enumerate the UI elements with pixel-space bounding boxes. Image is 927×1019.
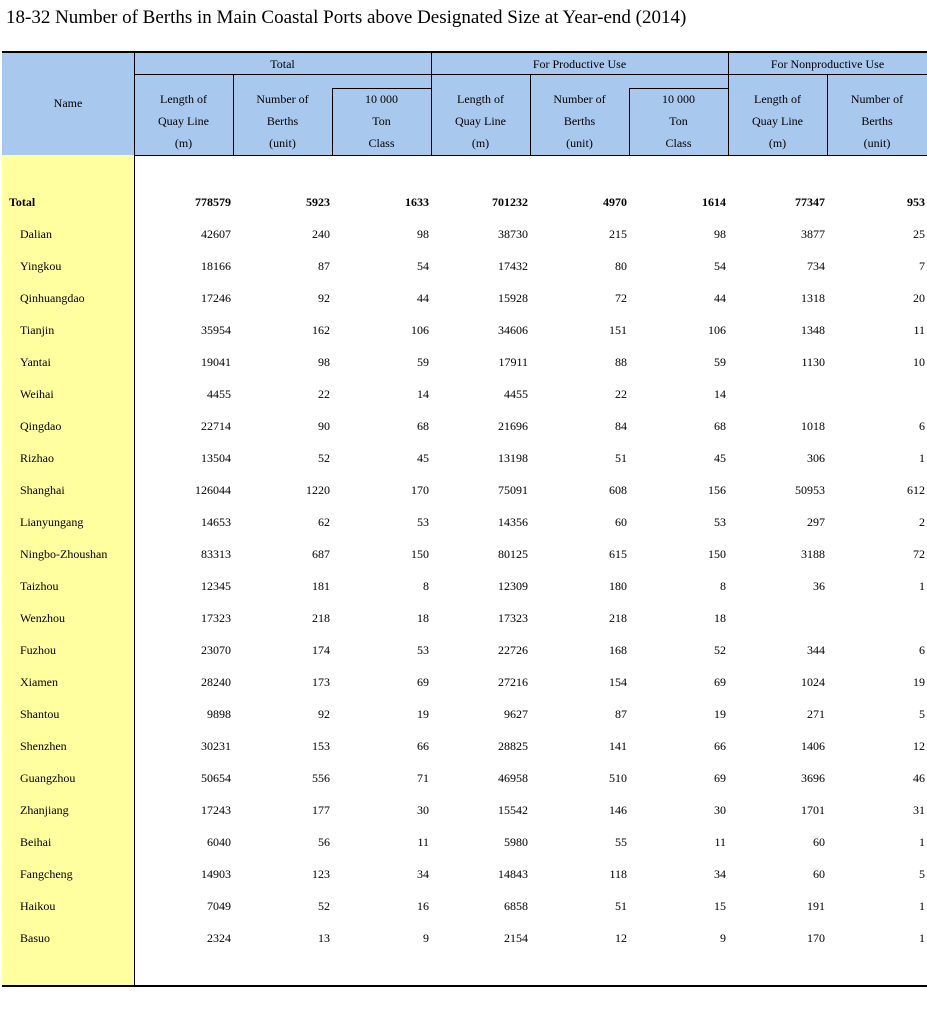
cell-total-length: 19041 — [201, 355, 231, 369]
column-header-prod-length: Length of — [457, 92, 504, 106]
cell-total-length: 50654 — [201, 771, 231, 785]
cell-total-10000-ton: 34 — [417, 867, 429, 881]
port-name: Yingkou — [20, 259, 62, 273]
cell-total-berths: 92 — [318, 707, 330, 721]
cell-nonprod-length: 191 — [807, 899, 825, 913]
cell-prod-length: 17323 — [498, 611, 528, 625]
cell-nonprod-berths: 31 — [913, 803, 925, 817]
cell-nonprod-length: 3188 — [801, 547, 825, 561]
cell-total-berths: 123 — [312, 867, 330, 881]
header-group-nonproductive: For Nonproductive Use — [770, 57, 885, 71]
cell-nonprod-length: 3877 — [801, 227, 825, 241]
cell-prod-10000-ton: 11 — [714, 835, 726, 849]
cell-prod-10000-ton: 106 — [708, 323, 726, 337]
cell-prod-length: 15928 — [498, 291, 528, 305]
cell-prod-berths: 84 — [615, 419, 627, 433]
cell-prod-length: 28825 — [498, 739, 528, 753]
port-name: Taizhou — [20, 579, 59, 593]
cell-total-10000-ton: 53 — [417, 643, 429, 657]
cell-total-10000-ton: 19 — [417, 707, 429, 721]
cell-prod-10000-ton: 69 — [714, 675, 726, 689]
cell-prod-10000-ton: 8 — [720, 579, 726, 593]
cell-nonprod-berths: 10 — [913, 355, 925, 369]
cell-prod-length: 9627 — [504, 707, 528, 721]
table-row — [2, 762, 927, 794]
cell-prod-berths: 80 — [615, 259, 627, 273]
cell-prod-length: 17911 — [498, 355, 528, 369]
cell-total-berths: 22 — [318, 387, 330, 401]
table-row — [2, 730, 927, 762]
cell-total-10000-ton: 9 — [423, 931, 429, 945]
port-name: Shenzhen — [20, 739, 67, 753]
cell-prod-length: 2154 — [504, 931, 528, 945]
cell-nonprod-length: 306 — [807, 451, 825, 465]
cell-prod-berths: 55 — [615, 835, 627, 849]
cell-nonprod-berths: 19 — [913, 675, 925, 689]
column-header-prod-10000-ton: Ton — [669, 114, 688, 128]
cell-total-berths: 162 — [312, 323, 330, 337]
cell-total-length: 17246 — [201, 291, 231, 305]
table-row — [2, 506, 927, 538]
column-header-total-length: Length of — [160, 92, 207, 106]
cell-prod-10000-ton: 18 — [714, 611, 726, 625]
cell-total-10000-ton: 59 — [417, 355, 429, 369]
cell-total-length: 35954 — [201, 323, 231, 337]
cell-prod-10000-ton: 150 — [708, 547, 726, 561]
cell-total-berths: 218 — [312, 611, 330, 625]
column-header-prod-berths: Number of — [553, 92, 606, 106]
cell-total-berths: 62 — [318, 515, 330, 529]
cell-total-berths: 90 — [318, 419, 330, 433]
column-header-total-berths: Number of — [256, 92, 309, 106]
cell-total-length: 30231 — [201, 739, 231, 753]
cell-total-length: 7049 — [207, 899, 231, 913]
cell-prod-10000-ton: 54 — [714, 259, 726, 273]
cell-total-length: 4455 — [207, 387, 231, 401]
cell-total-10000-ton: 18 — [417, 611, 429, 625]
header-name: Name — [53, 96, 83, 110]
cell-prod-berths: 88 — [615, 355, 627, 369]
cell-prod-berths: 154 — [609, 675, 627, 689]
cell-total-10000-ton: 53 — [417, 515, 429, 529]
table-row — [2, 634, 927, 666]
cell-nonprod-length: 1406 — [801, 739, 825, 753]
cell-total-berths: 153 — [312, 739, 330, 753]
port-name: Total — [9, 195, 36, 209]
cell-prod-length: 80125 — [498, 547, 528, 561]
cell-prod-berths: 4970 — [603, 195, 627, 209]
cell-total-berths: 240 — [312, 227, 330, 241]
cell-prod-berths: 22 — [615, 387, 627, 401]
cell-prod-10000-ton: 19 — [714, 707, 726, 721]
column-header-nonprod-length: Quay Line — [752, 114, 803, 128]
table-row — [2, 602, 927, 634]
cell-nonprod-length: 271 — [807, 707, 825, 721]
cell-nonprod-length: 1701 — [801, 803, 825, 817]
table-row — [2, 474, 927, 506]
port-name: Dalian — [20, 227, 52, 241]
cell-prod-10000-ton: 9 — [720, 931, 726, 945]
cell-total-10000-ton: 66 — [417, 739, 429, 753]
cell-total-berths: 52 — [318, 899, 330, 913]
cell-total-berths: 556 — [312, 771, 330, 785]
cell-prod-length: 17432 — [498, 259, 528, 273]
column-header-nonprod-berths: (unit) — [863, 136, 891, 150]
cell-prod-length: 5980 — [504, 835, 528, 849]
cell-nonprod-berths: 20 — [913, 291, 925, 305]
cell-total-10000-ton: 68 — [417, 419, 429, 433]
cell-prod-berths: 146 — [609, 803, 627, 817]
cell-nonprod-berths: 612 — [907, 483, 925, 497]
column-header-nonprod-berths: Berths — [861, 114, 893, 128]
cell-prod-berths: 608 — [609, 483, 627, 497]
column-header-prod-10000-ton: Class — [665, 136, 692, 150]
cell-prod-length: 4455 — [504, 387, 528, 401]
cell-total-10000-ton: 71 — [417, 771, 429, 785]
column-header-prod-10000-ton: 10 000 — [662, 92, 695, 106]
cell-nonprod-berths: 6 — [919, 419, 925, 433]
cell-total-length: 17243 — [201, 803, 231, 817]
cell-nonprod-length: 1348 — [801, 323, 825, 337]
cell-total-10000-ton: 1633 — [405, 195, 429, 209]
cell-nonprod-berths: 1 — [919, 451, 925, 465]
cell-nonprod-length: 1318 — [801, 291, 825, 305]
cell-nonprod-length: 60 — [813, 835, 825, 849]
table-row — [2, 858, 927, 890]
cell-nonprod-length: 50953 — [795, 483, 825, 497]
cell-total-berths: 173 — [312, 675, 330, 689]
port-name: Beihai — [20, 835, 52, 849]
cell-total-berths: 1220 — [306, 483, 330, 497]
cell-total-length: 9898 — [207, 707, 231, 721]
port-name: Weihai — [20, 387, 54, 401]
cell-prod-length: 34606 — [498, 323, 528, 337]
cell-prod-10000-ton: 14 — [714, 387, 726, 401]
cell-prod-length: 701232 — [492, 195, 528, 209]
cell-total-10000-ton: 150 — [411, 547, 429, 561]
cell-prod-10000-ton: 59 — [714, 355, 726, 369]
cell-prod-berths: 615 — [609, 547, 627, 561]
cell-prod-10000-ton: 52 — [714, 643, 726, 657]
column-header-total-length: Quay Line — [158, 114, 209, 128]
column-header-nonprod-length: (m) — [768, 136, 787, 150]
column-header-nonprod-length: Length of — [754, 92, 801, 106]
cell-nonprod-berths: 12 — [913, 739, 925, 753]
cell-prod-length: 6858 — [504, 899, 528, 913]
table-row — [2, 282, 927, 314]
cell-prod-10000-ton: 1614 — [702, 195, 726, 209]
table-row — [2, 314, 927, 346]
port-name: Basuo — [20, 931, 50, 945]
cell-prod-length: 15542 — [498, 803, 528, 817]
table-row — [2, 218, 927, 250]
cell-total-berths: 181 — [312, 579, 330, 593]
cell-prod-berths: 218 — [609, 611, 627, 625]
cell-total-10000-ton: 69 — [417, 675, 429, 689]
cell-nonprod-length: 60 — [813, 867, 825, 881]
cell-nonprod-berths: 2 — [919, 515, 925, 529]
cell-prod-berths: 180 — [609, 579, 627, 593]
cell-total-length: 18166 — [201, 259, 231, 273]
cell-prod-length: 22726 — [498, 643, 528, 657]
cell-nonprod-berths: 1 — [919, 931, 925, 945]
cell-nonprod-berths: 25 — [913, 227, 925, 241]
cell-nonprod-berths: 1 — [919, 579, 925, 593]
column-header-prod-berths: Berths — [563, 114, 596, 128]
cell-total-10000-ton: 11 — [417, 835, 429, 849]
table-row — [2, 410, 927, 442]
cell-nonprod-length: 1024 — [801, 675, 825, 689]
column-header-total-10000-ton: Class — [368, 136, 395, 150]
port-name: Tianjin — [20, 323, 55, 337]
cell-total-length: 42607 — [201, 227, 231, 241]
cell-total-berths: 56 — [318, 835, 330, 849]
cell-prod-length: 14843 — [498, 867, 528, 881]
cell-total-length: 28240 — [201, 675, 231, 689]
cell-nonprod-length: 36 — [813, 579, 825, 593]
cell-nonprod-length: 297 — [807, 515, 825, 529]
cell-prod-length: 75091 — [498, 483, 528, 497]
cell-total-berths: 92 — [318, 291, 330, 305]
cell-total-10000-ton: 30 — [417, 803, 429, 817]
cell-total-berths: 13 — [318, 931, 330, 945]
port-name: Yantai — [20, 355, 51, 369]
cell-prod-berths: 510 — [609, 771, 627, 785]
cell-prod-length: 46958 — [498, 771, 528, 785]
port-name: Xiamen — [20, 675, 58, 689]
cell-total-berths: 98 — [318, 355, 330, 369]
port-name: Shanghai — [20, 483, 65, 497]
port-name: Qingdao — [20, 419, 62, 433]
cell-total-berths: 5923 — [306, 195, 330, 209]
cell-total-10000-ton: 14 — [417, 387, 429, 401]
cell-nonprod-berths: 11 — [913, 323, 925, 337]
cell-prod-berths: 215 — [609, 227, 627, 241]
cell-prod-10000-ton: 68 — [714, 419, 726, 433]
cell-prod-length: 12309 — [498, 579, 528, 593]
port-name: Shantou — [20, 707, 60, 721]
port-name: Fangcheng — [20, 867, 73, 881]
table-row — [2, 570, 927, 602]
port-name: Fuzhou — [20, 643, 56, 657]
cell-nonprod-berths: 5 — [919, 707, 925, 721]
cell-prod-10000-ton: 69 — [714, 771, 726, 785]
cell-prod-berths: 151 — [609, 323, 627, 337]
cell-prod-length: 27216 — [498, 675, 528, 689]
table-row — [2, 666, 927, 698]
port-name: Lianyungang — [20, 515, 84, 529]
cell-prod-length: 38730 — [498, 227, 528, 241]
cell-prod-berths: 118 — [609, 867, 627, 881]
cell-total-length: 2324 — [207, 931, 231, 945]
cell-prod-10000-ton: 66 — [714, 739, 726, 753]
header-group-total: Total — [270, 57, 295, 71]
cell-nonprod-berths: 1 — [919, 899, 925, 913]
cell-prod-10000-ton: 53 — [714, 515, 726, 529]
cell-total-length: 22714 — [201, 419, 231, 433]
cell-total-length: 14903 — [201, 867, 231, 881]
cell-prod-length: 13198 — [498, 451, 528, 465]
column-header-prod-length: (m) — [471, 136, 490, 150]
table-row — [2, 346, 927, 378]
table-row — [2, 698, 927, 730]
cell-total-length: 83313 — [201, 547, 231, 561]
cell-prod-10000-ton: 34 — [714, 867, 726, 881]
cell-total-berths: 87 — [318, 259, 330, 273]
cell-nonprod-berths: 1 — [919, 835, 925, 849]
column-header-prod-berths: (unit) — [566, 136, 593, 150]
cell-prod-10000-ton: 15 — [714, 899, 726, 913]
column-header-total-10000-ton: Ton — [372, 114, 391, 128]
table-row — [2, 826, 927, 858]
cell-total-10000-ton: 106 — [411, 323, 429, 337]
cell-prod-10000-ton: 30 — [714, 803, 726, 817]
cell-total-10000-ton: 45 — [417, 451, 429, 465]
cell-nonprod-length: 77347 — [795, 195, 825, 209]
table-row — [2, 922, 927, 954]
table-row — [2, 250, 927, 282]
page-title: 18-32 Number of Berths in Main Coastal Ports above Designated Size at Year-end (2014) — [6, 7, 687, 28]
cell-nonprod-length: 3696 — [801, 771, 825, 785]
cell-nonprod-berths: 6 — [919, 643, 925, 657]
cell-prod-10000-ton: 98 — [714, 227, 726, 241]
cell-total-length: 17323 — [201, 611, 231, 625]
cell-nonprod-length: 170 — [807, 931, 825, 945]
column-header-total-berths: (unit) — [269, 136, 296, 150]
cell-nonprod-length: 344 — [807, 643, 825, 657]
cell-nonprod-length: 734 — [807, 259, 825, 273]
table-row-total — [2, 186, 927, 218]
cell-total-length: 126044 — [195, 483, 231, 497]
port-name: Haikou — [20, 899, 56, 913]
cell-nonprod-berths: 953 — [907, 195, 925, 209]
cell-prod-10000-ton: 44 — [714, 291, 726, 305]
table-bottom-rule — [2, 985, 927, 987]
cell-total-berths: 687 — [312, 547, 330, 561]
cell-prod-berths: 87 — [615, 707, 627, 721]
cell-total-length: 23070 — [201, 643, 231, 657]
column-header-prod-length: Quay Line — [455, 114, 506, 128]
header-group-productive: For Productive Use — [532, 57, 627, 71]
cell-total-10000-ton: 16 — [417, 899, 429, 913]
cell-prod-10000-ton: 45 — [714, 451, 726, 465]
cell-prod-berths: 12 — [615, 931, 627, 945]
cell-total-berths: 52 — [318, 451, 330, 465]
table-row — [2, 890, 927, 922]
port-name: Wenzhou — [20, 611, 66, 625]
cell-nonprod-berths: 72 — [913, 547, 925, 561]
table-row — [2, 794, 927, 826]
cell-nonprod-berths: 5 — [919, 867, 925, 881]
cell-total-berths: 177 — [312, 803, 330, 817]
cell-prod-berths: 51 — [615, 899, 627, 913]
cell-total-10000-ton: 44 — [417, 291, 429, 305]
column-header-nonprod-berths: Number of — [850, 92, 904, 106]
cell-nonprod-berths: 7 — [919, 259, 925, 273]
table-row — [2, 442, 927, 474]
cell-total-length: 14653 — [201, 515, 231, 529]
table-row — [2, 378, 927, 410]
port-name: Guangzhou — [20, 771, 76, 785]
cell-total-length: 6040 — [207, 835, 231, 849]
cell-total-10000-ton: 54 — [417, 259, 429, 273]
cell-nonprod-length: 1130 — [801, 355, 825, 369]
cell-total-length: 12345 — [201, 579, 231, 593]
cell-total-10000-ton: 170 — [411, 483, 429, 497]
cell-prod-length: 14356 — [498, 515, 528, 529]
cell-total-length: 13504 — [201, 451, 231, 465]
cell-total-10000-ton: 8 — [423, 579, 429, 593]
table-row — [2, 538, 927, 570]
cell-prod-10000-ton: 156 — [708, 483, 726, 497]
cell-prod-berths: 51 — [615, 451, 627, 465]
port-name: Rizhao — [20, 451, 54, 465]
cell-prod-length: 21696 — [498, 419, 528, 433]
cell-nonprod-berths: 46 — [913, 771, 925, 785]
cell-total-10000-ton: 98 — [417, 227, 429, 241]
column-header-total-length: (m) — [174, 136, 193, 150]
cell-nonprod-length: 1018 — [801, 419, 825, 433]
column-header-total-berths: Berths — [266, 114, 299, 128]
column-header-total-10000-ton: 10 000 — [365, 92, 398, 106]
cell-total-length: 778579 — [195, 195, 231, 209]
cell-prod-berths: 72 — [615, 291, 627, 305]
port-name: Qinhuangdao — [20, 291, 85, 305]
port-name: Ningbo-Zhoushan — [20, 547, 108, 561]
cell-prod-berths: 141 — [609, 739, 627, 753]
cell-prod-berths: 168 — [609, 643, 627, 657]
cell-prod-berths: 60 — [615, 515, 627, 529]
cell-total-berths: 174 — [312, 643, 330, 657]
port-name: Zhanjiang — [20, 803, 69, 817]
